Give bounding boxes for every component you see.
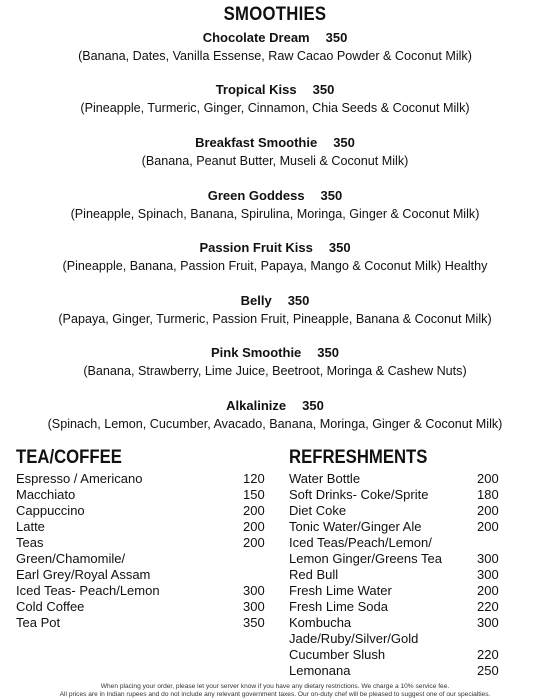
menu-item-label: Teas <box>16 535 44 550</box>
menu-item-label: Earl Grey/Royal Assam <box>16 567 151 582</box>
smoothie-name: Pink Smoothie <box>211 345 302 360</box>
smoothie-item <box>0 29 550 65</box>
menu-item-price: 200 <box>243 519 265 534</box>
menu-row <box>16 519 271 535</box>
menu-item-label: Fresh Lime Soda <box>289 599 388 614</box>
menu-row <box>289 519 504 535</box>
menu-item-label: Tea Pot <box>16 615 61 630</box>
smoothie-price: 350 <box>312 82 335 97</box>
smoothie-name: Belly <box>240 293 272 308</box>
smoothie-description: (Pineapple, Spinach, Banana, Spirulina, Moringa, Ginger & Coconut Milk) <box>70 207 480 221</box>
menu-row <box>289 599 504 615</box>
menu-row <box>289 647 504 663</box>
smoothie-name: Tropical Kiss <box>215 82 297 97</box>
smoothie-name: Alkalinize <box>226 398 287 413</box>
menu-row <box>289 551 504 567</box>
refreshments-heading: REFRESHMENTS <box>289 447 428 468</box>
smoothie-price: 350 <box>287 293 310 308</box>
smoothie-description: (Banana, Dates, Vanilla Essense, Raw Cacao Powder & Coconut Milk) <box>78 49 472 63</box>
menu-row <box>289 615 504 631</box>
smoothie-price: 350 <box>325 30 348 45</box>
menu-item-label: Green/Chamomile/ <box>16 551 126 566</box>
smoothie-description: (Spinach, Lemon, Cucumber, Avacado, Banana, Moringa, Ginger & Coconut Milk) <box>47 417 503 431</box>
smoothie-price: 350 <box>320 188 343 203</box>
menu-row <box>289 503 504 519</box>
tea-coffee-list <box>16 471 271 631</box>
menu-item-label: Jade/Ruby/Silver/Gold <box>289 631 419 646</box>
smoothie-name: Breakfast Smoothie <box>195 135 318 150</box>
menu-item-price: 250 <box>477 663 499 678</box>
menu-item-label: Cappuccino <box>16 503 85 518</box>
menu-item-price: 150 <box>243 487 265 502</box>
footer-note-prices: All prices are in Indian rupees and do not include any relevant government taxes. Our on-duty chef will be pleased to suggest one of our specialties. <box>59 691 491 698</box>
menu-row <box>289 471 504 487</box>
menu-row <box>289 487 504 503</box>
menu-item-label: Tonic Water/Ginger Ale <box>289 519 422 534</box>
menu-item-label: Espresso / Americano <box>16 471 143 486</box>
menu-row <box>16 599 271 615</box>
menu-item-price: 350 <box>243 615 265 630</box>
menu-item-price: 300 <box>477 551 499 566</box>
menu-row <box>16 535 271 551</box>
smoothie-price: 350 <box>328 240 351 255</box>
menu-item-label: Soft Drinks- Coke/Sprite <box>289 487 429 502</box>
menu-item-price: 200 <box>243 503 265 518</box>
smoothie-description: (Banana, Peanut Butter, Museli & Coconut Milk) <box>141 154 409 168</box>
menu-item-price: 200 <box>477 471 499 486</box>
menu-item-price: 200 <box>477 583 499 598</box>
tea-coffee-heading: TEA/COFFEE <box>16 447 122 468</box>
smoothie-price: 350 <box>317 345 339 360</box>
menu-item-price: 120 <box>243 471 265 486</box>
menu-item-price: 300 <box>477 567 499 582</box>
menu-item-label: Iced Teas/Peach/Lemon/ <box>289 535 432 550</box>
menu-row <box>16 615 271 631</box>
menu-item-label: Latte <box>16 519 45 534</box>
smoothie-item <box>0 134 550 170</box>
menu-item-label: Lemonana <box>289 663 351 678</box>
menu-item-price: 220 <box>477 647 499 662</box>
footer-note-dietary: When placing your order, please let your server know if you have any dietary restrictions. We charge a 10% service fee. <box>100 683 450 690</box>
menu-row <box>16 503 271 519</box>
menu-item-label: Fresh Lime Water <box>289 583 392 598</box>
menu-item-price: 200 <box>477 503 499 518</box>
menu-item-label: Iced Teas- Peach/Lemon <box>16 583 160 598</box>
smoothie-item <box>0 292 550 328</box>
refreshments-list <box>289 471 504 679</box>
menu-item-label: Cucumber Slush <box>289 647 386 662</box>
smoothie-description: (Banana, Strawberry, Lime Juice, Beetroot, Moringa & Cashew Nuts) <box>83 364 467 378</box>
smoothie-item <box>0 397 550 433</box>
smoothie-price: 350 <box>333 135 355 150</box>
smoothie-item <box>0 81 550 117</box>
menu-row <box>16 567 271 583</box>
menu-item-price: 220 <box>477 599 499 614</box>
smoothie-description: (Pineapple, Turmeric, Ginger, Cinnamon, Chia Seeds & Coconut Milk) <box>80 101 470 115</box>
menu-row <box>289 631 504 647</box>
menu-row <box>16 551 271 567</box>
menu-item-label: Diet Coke <box>289 503 347 518</box>
smoothie-price: 350 <box>302 398 324 413</box>
menu-item-label: Water Bottle <box>289 471 361 486</box>
menu-row <box>16 487 271 503</box>
menu-item-label: Red Bull <box>289 567 339 582</box>
menu-item-price: 180 <box>477 487 499 502</box>
menu-item-price: 300 <box>243 599 265 614</box>
smoothie-name: Green Goddess <box>207 188 305 203</box>
menu-item-price: 200 <box>243 535 265 550</box>
menu-row <box>289 583 504 599</box>
menu-item-price: 300 <box>243 583 265 598</box>
smoothie-name: Chocolate Dream <box>202 30 310 45</box>
smoothie-item <box>0 239 550 275</box>
menu-item-label: Cold Coffee <box>16 599 85 614</box>
menu-item-price: 200 <box>477 519 499 534</box>
menu-row <box>289 535 504 551</box>
menu-item-price: 300 <box>477 615 499 630</box>
menu-item-label: Macchiato <box>16 487 76 502</box>
menu-row <box>16 471 271 487</box>
menu-item-label: Lemon Ginger/Greens Tea <box>289 551 442 566</box>
menu-item-label: Kombucha <box>289 615 352 630</box>
smoothie-item <box>0 187 550 223</box>
menu-row <box>16 583 271 599</box>
smoothies-heading: SMOOTHIES <box>223 4 327 25</box>
smoothie-description: (Pineapple, Banana, Passion Fruit, Papaya, Mango & Coconut Milk) Healthy <box>62 259 488 273</box>
smoothie-item <box>0 344 550 380</box>
menu-row <box>289 567 504 583</box>
smoothie-description: (Papaya, Ginger, Turmeric, Passion Fruit, Pineapple, Banana & Coconut Milk) <box>58 312 492 326</box>
smoothie-name: Passion Fruit Kiss <box>199 240 313 255</box>
menu-row <box>289 663 504 679</box>
